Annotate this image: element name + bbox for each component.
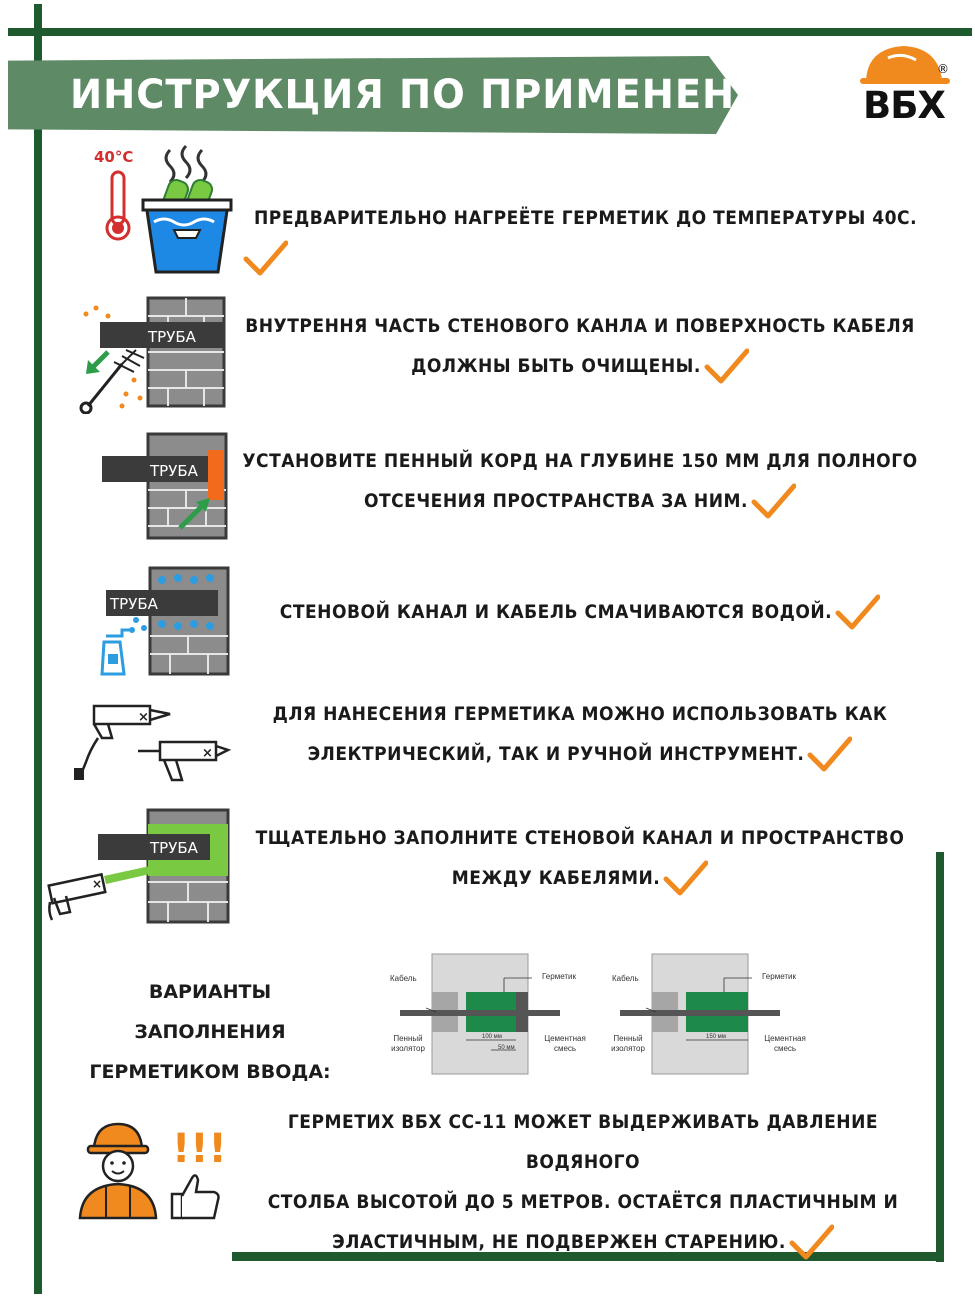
sealing-diagram-2 [606,948,816,1078]
step-2-line-2: ДОЛЖНЫ БЫТЬ ОЧИЩЕНЫ. [411,355,701,377]
step-1-text [240,198,960,279]
footer-line-3: ЭЛАСТИЧНЫМ, НЕ ПОДВЕРЖЕН СТАРЕНИЮ. [332,1231,786,1253]
checkmark-icon [750,482,796,522]
sealing-diagram-2-drawing [606,948,816,1078]
footer-line-2: СТОЛБА ВЫСОТОЙ ДО 5 МЕТРОВ. ОСТАЁТСЯ ПЛАСТИЧНЫМ И [267,1191,899,1213]
sealant-guns-icon [72,698,232,790]
checkmark-icon [806,735,852,775]
spray-water-icon [96,564,232,678]
filling-gun-icon [46,806,232,926]
frame-right-line [936,852,944,1262]
sealant-label: Герметик [762,972,797,981]
cement-mix-label: Цементная смесь [764,1034,806,1053]
dimension-b-label: 50 мм [498,1045,515,1051]
logo-registered-mark: ® [937,62,949,76]
checkmark-icon [703,347,749,387]
step-3-line-2-row [240,481,920,522]
variants-line-2: ГЕРМЕТИКОМ ВВОДА: [89,1061,331,1083]
step-4-label: СТЕНОВОЙ КАНАЛ И КАБЕЛЬ СМАЧИВАЮТСЯ ВОДОЙ. [279,601,833,623]
step-3-line-2: ОТСЕЧЕНИЯ ПРОСТРАНСТВА ЗА НИМ. [363,490,749,512]
frame-top-line [8,28,972,36]
checkmark-icon [242,239,288,279]
exclamation-marks: !!! [172,1126,227,1172]
logo-text: ВБХ [863,84,945,127]
checkmark-icon [834,593,880,633]
pipe-label: ТРУБА [110,595,158,613]
step-5-text [240,694,920,775]
checkmark-icon [788,1223,834,1263]
cleaning-brush-icon [78,294,230,414]
footer-line-3-row [236,1222,930,1263]
insulator-label: Пенный изолятор [611,1034,645,1053]
footer-line-1: ГЕРМЕТИХ ВБХ СС-11 МОЖЕТ ВЫДЕРЖИВАТЬ ДАВЛЕНИЕ ВОДЯНОГО [287,1111,879,1173]
dimension-a-label: 150 мм [706,1034,726,1040]
footer-text [236,1102,930,1263]
step-1-label: ПРЕДВАРИТЕЛЬНО НАГРЕЁТЕ ГЕРМЕТИК ДО ТЕМПЕРАТУРЫ 40С. [254,207,918,229]
svg-text:×: × [138,710,149,725]
heating-bucket-icon [88,140,238,280]
cable-label: Кабель [390,974,417,983]
foam-cord-icon [100,430,230,542]
checkmark-icon [662,859,708,899]
dimension-a-label: 100 мм [482,1034,502,1040]
svg-text:×: × [92,877,103,891]
step-5-line-2: ЭЛЕКТРИЧЕСКИЙ, ТАК И РУЧНОЙ ИНСТРУМЕНТ. [307,743,805,765]
sealing-diagram-1-drawing [386,948,596,1078]
page-title: ИНСТРУКЦИЯ ПО ПРИМЕНЕНИЮ [70,72,815,118]
insulator-label: Пенный изолятор [391,1034,425,1053]
variants-line-1: ВАРИАНТЫ ЗАПОЛНЕНИЯ [134,981,286,1043]
temperature-label: 40°С [94,148,134,166]
step-2-line-2-row [240,346,920,387]
step-6-line-2: МЕЖДУ КАБЕЛЯМИ. [451,867,661,889]
step-3-line-1: УСТАНОВИТЕ ПЕННЫЙ КОРД НА ГЛУБИНЕ 150 ММ ДЛЯ ПОЛНОГО [242,450,918,472]
step-2-text [240,306,920,387]
variants-heading [70,972,350,1092]
sealing-diagram-1 [386,948,596,1078]
svg-text:×: × [202,746,213,761]
pipe-label: ТРУБА [150,462,198,480]
step-5-line-1: ДЛЯ НАНЕСЕНИЯ ГЕРМЕТИКА МОЖНО ИСПОЛЬЗОВАТЬ КАК [272,703,888,725]
worker-thumbs-up-icon [72,1118,228,1222]
step-6-line-1: ТЩАТЕЛЬНО ЗАПОЛНИТЕ СТЕНОВОЙ КАНАЛ И ПРОСТРАНСТВО [255,827,905,849]
step-3-text [240,441,920,522]
step-4-text [240,592,920,633]
cable-label: Кабель [612,974,639,983]
step-5-line-2-row [240,734,920,775]
pipe-label: ТРУБА [148,328,196,346]
pipe-label: ТРУБА [150,839,198,857]
step-6-line-2-row [240,858,920,899]
cement-mix-label: Цементная смесь [544,1034,586,1053]
step-2-line-1: ВНУТРЕННЯ ЧАСТЬ СТЕНОВОГО КАНЛА И ПОВЕРХНОСТЬ КАБЕЛЯ [245,315,915,337]
sealant-label: Герметик [542,972,577,981]
frame-left-line [34,4,42,1294]
step-6-text [240,818,920,899]
